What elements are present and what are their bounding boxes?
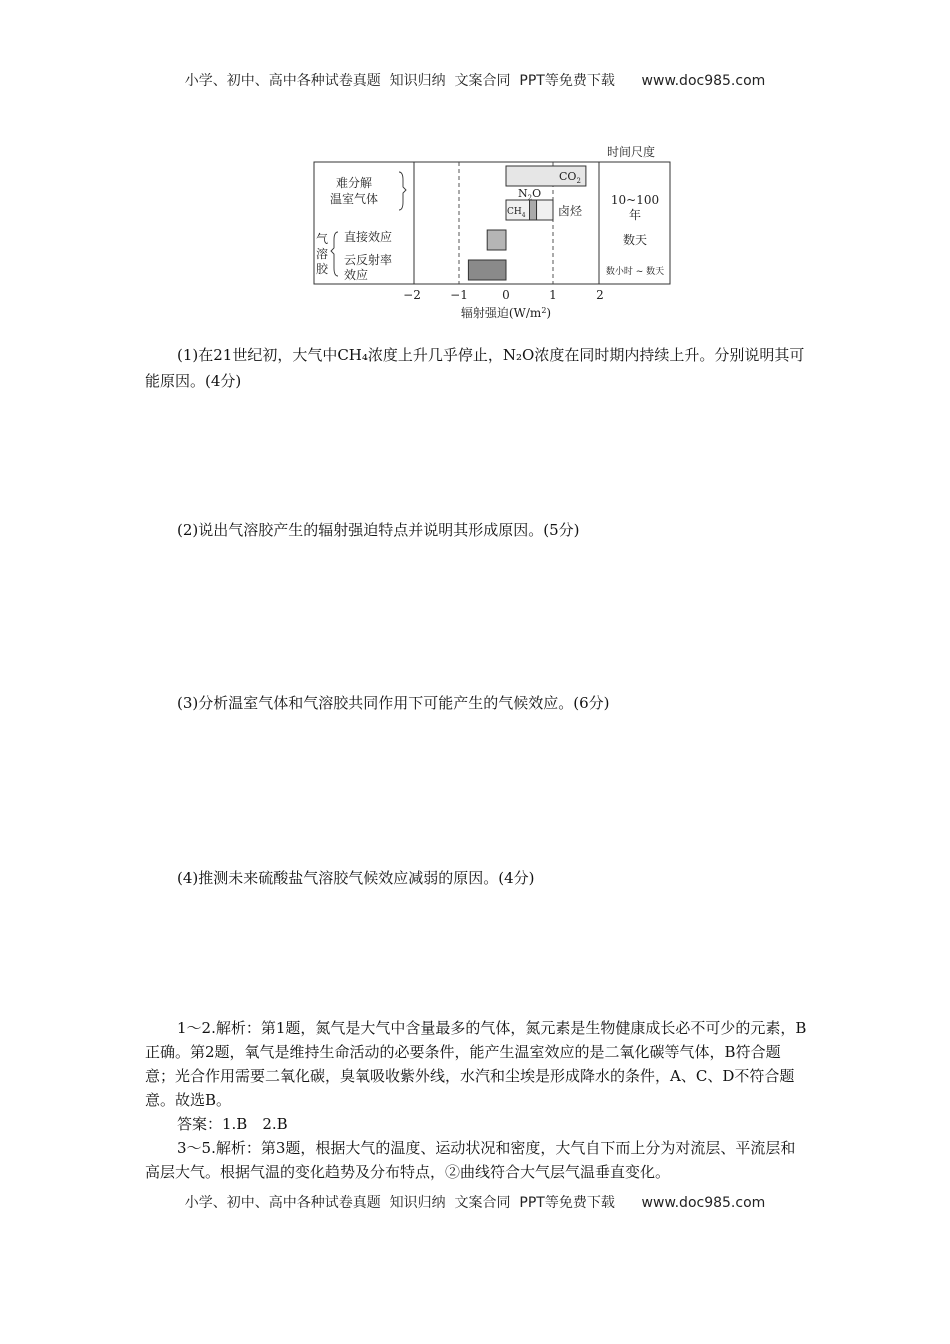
x-axis-label: 辐射强迫$(W/m^2)$ xyxy=(460,306,552,320)
x-tick-label: 2 xyxy=(596,288,604,302)
question-2 xyxy=(145,517,810,543)
x-tick-label: −2 xyxy=(403,288,421,302)
bar-direct-effect xyxy=(487,230,506,250)
bar-halocarbon xyxy=(537,200,553,220)
time-scale-3: 数小时 ~ 数天 xyxy=(605,267,665,277)
x-tick-label: 0 xyxy=(502,288,510,302)
radiative-forcing-chart xyxy=(300,140,680,330)
page-header: 小学、初中、高中各种试卷真题 知识归纳 文案合同 PPT等免费下载 www.doc985.com xyxy=(184,73,766,89)
co2-label: $CO_2$ xyxy=(559,170,581,185)
aerosol-char-3: 胶 xyxy=(316,262,329,276)
time-scale-2: 数天 xyxy=(622,233,648,247)
x-tick-label: 1 xyxy=(549,288,557,302)
aerosol-char-1: 气 xyxy=(316,232,329,246)
bar-n2o xyxy=(530,200,537,220)
question-2-text: (2)说出气溶胶产生的辐射强迫特点并说明其形成原因。(5分) xyxy=(177,521,580,539)
question-1-text: (1)在21世纪初，大气中CH₄浓度上升几乎停止，N₂O浓度在同时期内持续上升。分别说明其可能原因。(4分) xyxy=(145,346,805,390)
answer-paragraph-1: 1～2.解析：第1题，氮气是大气中含量最多的气体，氮元素是生物健康成长必不可少的元素，B正确。第2题，氧气是维持生命活动的必要条件，能产生温室效应的是二氧化碳等气体，B符合题意；光合作用需要二氧化碳，臭氧吸收紫外线，水汽和尘埃是形成降水的条件，A、C、D不符合题意。故选B。 xyxy=(145,1019,807,1109)
answer-section xyxy=(145,1016,810,1184)
group1-label-line1: 难分解 xyxy=(336,176,373,190)
answer-paragraph-3: 3～5.解析：第3题，根据大气的温度、运动状况和密度，大气自下而上分为对流层、平流层和高层大气。根据气温的变化趋势及分布特点，②曲线符合大气层气温垂直变化。 xyxy=(145,1139,796,1181)
cloud-effect-label-line2: 效应 xyxy=(344,268,369,282)
x-tick-label: −1 xyxy=(450,288,468,302)
question-1 xyxy=(145,342,810,394)
question-3-text: (3)分析温室气体和气溶胶共同作用下可能产生的气候效应。(6分) xyxy=(177,694,610,712)
radiative-forcing-figure xyxy=(300,140,680,330)
ch4-label: $CH_4$ xyxy=(507,207,526,219)
question-4-text: (4)推测未来硫酸盐气溶胶气候效应减弱的原因。(4分) xyxy=(177,869,535,887)
bar-cloud-effect xyxy=(468,260,506,280)
time-scale-title: 时间尺度 xyxy=(607,145,656,159)
group1-label-line2: 温室气体 xyxy=(330,192,379,206)
direct-effect-label: 直接效应 xyxy=(344,230,393,244)
group1-brace xyxy=(399,172,406,210)
answer-paragraph-2: 答案：1.B 2.B xyxy=(177,1115,288,1133)
time-scale-1-line2: 年 xyxy=(628,208,642,222)
page-footer: 小学、初中、高中各种试卷真题 知识归纳 文案合同 PPT等免费下载 www.doc985.com xyxy=(184,1195,766,1211)
time-scale-1-line1: 10~100 xyxy=(610,193,660,207)
aerosol-char-2: 溶 xyxy=(316,247,329,261)
aerosol-brace xyxy=(331,232,338,276)
x-axis-ticks xyxy=(403,288,604,302)
n2o-label: $N_2O$ xyxy=(518,187,542,202)
question-3 xyxy=(145,690,810,716)
cloud-effect-label-line1: 云反射率 xyxy=(344,253,393,267)
halocarbon-label: 卤烃 xyxy=(558,204,583,218)
question-4 xyxy=(145,865,810,891)
